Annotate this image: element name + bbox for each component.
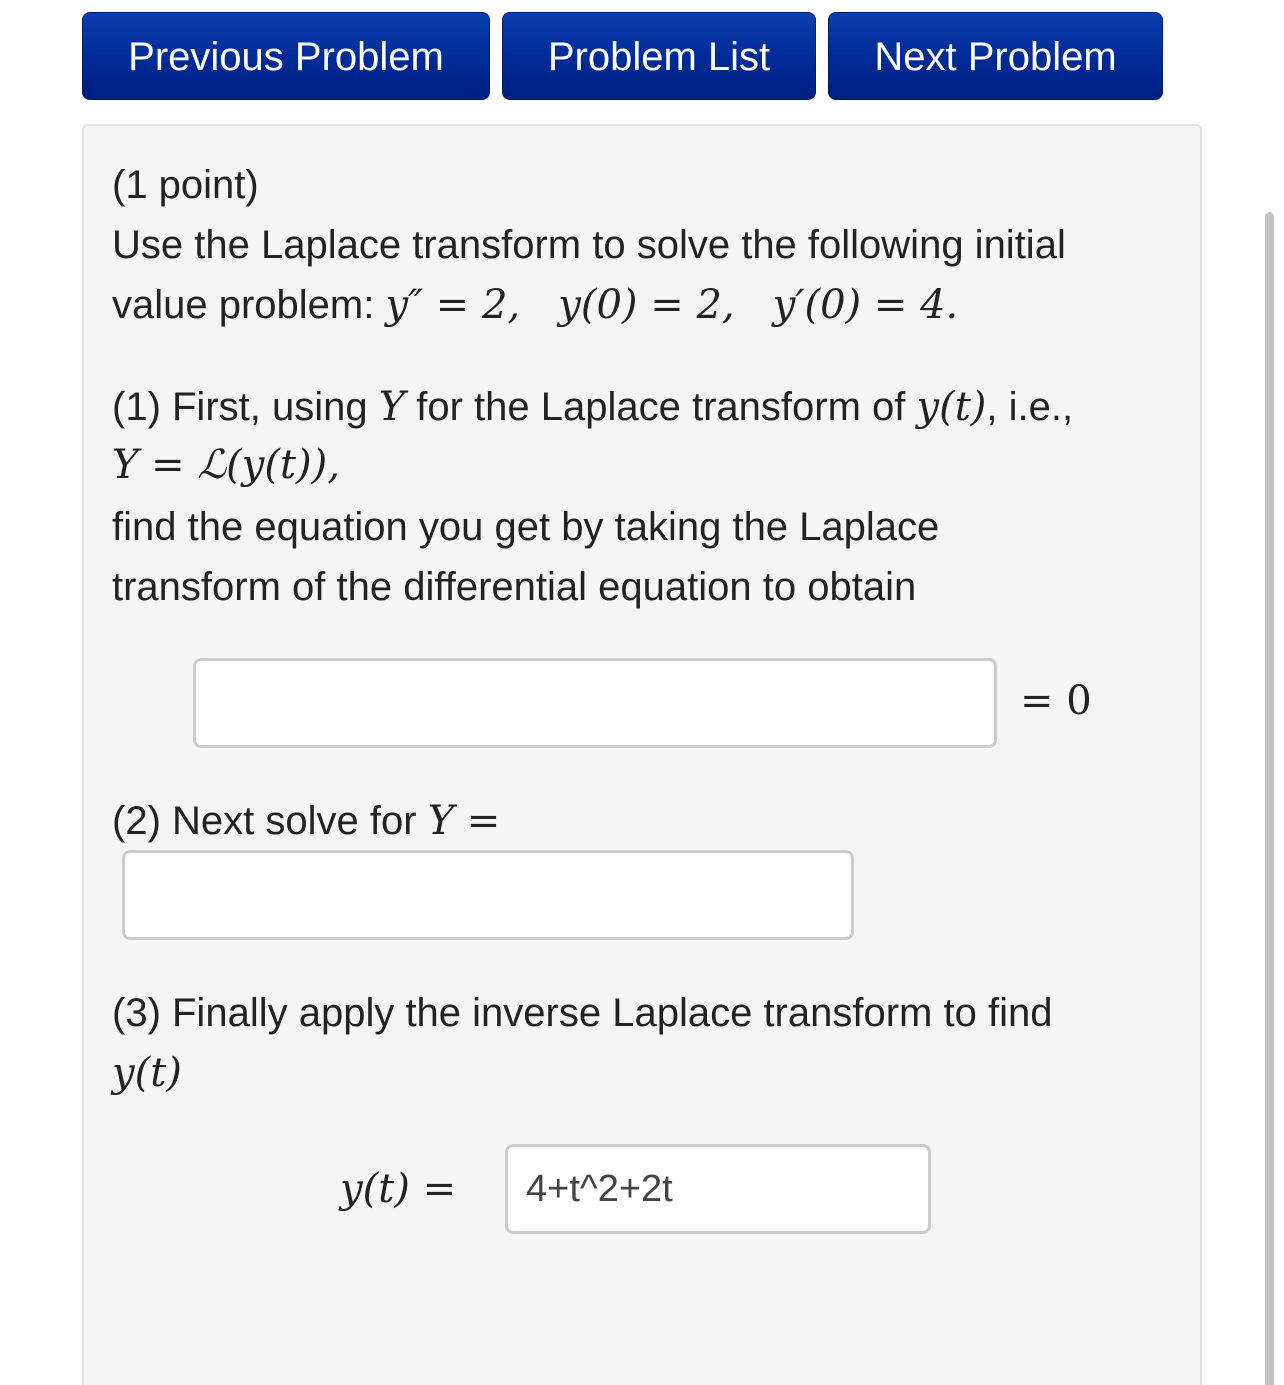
part3-answer-input[interactable] [505,1144,931,1234]
intro-prefix: value problem: [112,283,386,327]
part2-var-Y: Y [427,798,455,844]
part1-var-yt: y(t) [916,384,987,430]
ivp-equation: y″ = 2, y(0) = 2, y′(0) = 4. [385,282,959,328]
part1-line4: transform of the differential equation to obtain [112,565,917,609]
part1-line1 [112,382,1073,432]
part2-equals: = [454,798,501,844]
part1-label-c: , i.e., [986,385,1074,429]
problem-intro-line2 [112,280,958,330]
part1-var-Y: Y [378,384,406,430]
problem-list-button[interactable]: Problem List [502,12,816,100]
part2-line [112,796,500,846]
problem-intro-line1: Use the Laplace transform to solve the following initial [112,223,1066,267]
next-problem-button[interactable]: Next Problem [828,12,1163,100]
part1-answer-input[interactable] [193,658,997,748]
part1-definition: Y = ℒ(y(t)), [112,442,340,488]
part1-equals-zero: = 0 [1020,678,1092,724]
part3-var-yt: y(t) [112,1050,182,1096]
page-scrollbar[interactable] [1265,212,1274,1385]
part2-answer-input[interactable] [122,850,854,940]
part3-answer-label: y(t) = [340,1166,457,1212]
part3-line1: (3) Finally apply the inverse Laplace transform to find [112,991,1053,1035]
part1-line3: find the equation you get by taking the Laplace [112,505,940,549]
part1-label-a: (1) First, using [112,385,379,429]
problem-points: (1 point) [112,163,259,207]
part1-label-b: for the Laplace transform of [405,385,917,429]
part2-label: (2) Next solve for [112,799,428,843]
previous-problem-button[interactable]: Previous Problem [82,12,490,100]
